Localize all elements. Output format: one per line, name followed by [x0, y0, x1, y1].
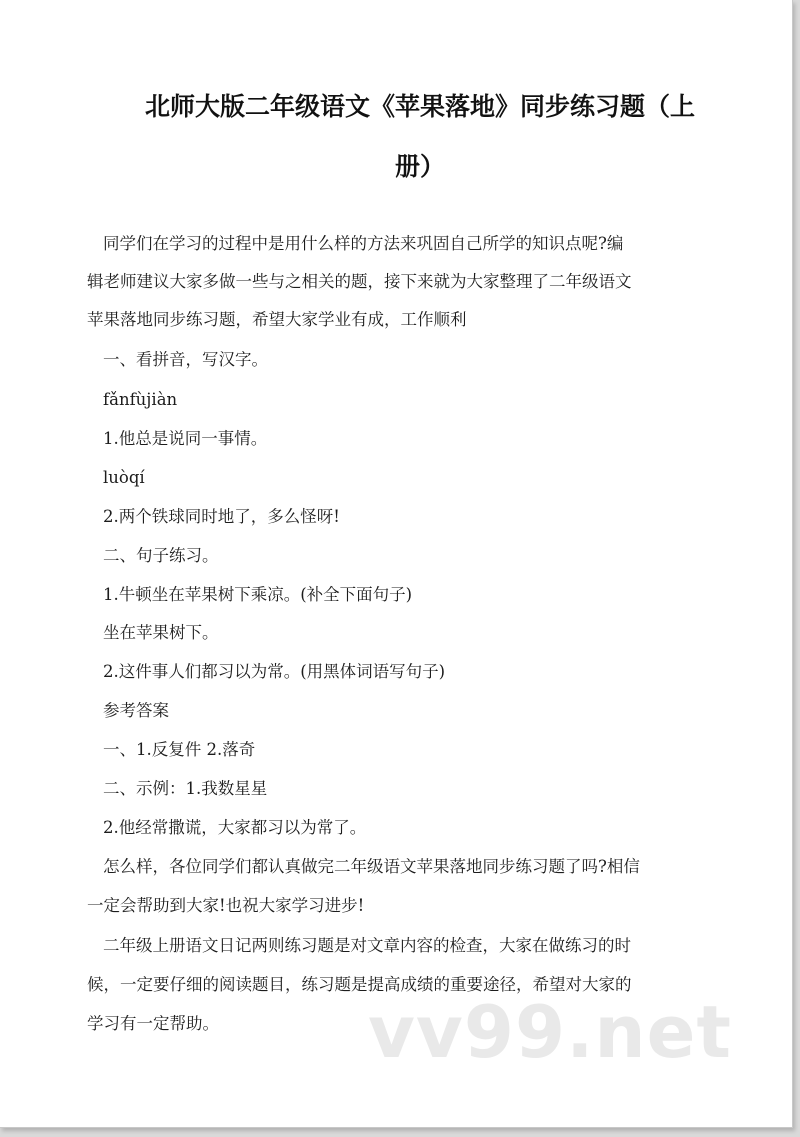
answers-heading: 参考答案	[103, 701, 169, 720]
closing-paragraph-line: 一定会帮助到大家!也祝大家学习进步!	[87, 896, 365, 915]
watermark: vv99.net	[368, 990, 732, 1074]
pinyin-prompt: fǎnfùjiàn	[103, 390, 178, 409]
document-title: 北师大版二年级语文《苹果落地》同步练习题（上	[144, 92, 695, 121]
intro-paragraph-line: 苹果落地同步练习题，希望大家学业有成，工作顺利	[87, 310, 467, 329]
answer-item: 2.他经常撒谎，大家都习以为常了。	[103, 818, 367, 837]
question-item: 2.两个铁球同时地了，多么怪呀!	[103, 507, 340, 526]
intro-paragraph-line: 同学们在学习的过程中是用什么样的方法来巩固自己所学的知识点呢?编	[103, 234, 624, 253]
closing-paragraph-line: 候，一定要仔细的阅读题目，练习题是提高成绩的重要途径，希望对大家的	[87, 975, 632, 994]
intro-paragraph-line: 辑老师建议大家多做一些与之相关的题，接下来就为大家整理了二年级语文	[87, 272, 632, 291]
closing-paragraph-line: 二年级上册语文日记两则练习题是对文章内容的检查，大家在做练习的时	[103, 936, 631, 955]
answer-item: 一、1.反复件 2.落奇	[103, 740, 256, 759]
question-item: 2.这件事人们都习以为常。(用黑体词语写句子)	[103, 662, 446, 681]
document-title-continuation: 册）	[394, 152, 445, 181]
section-heading-pinyin: 一、看拼音，写汉字。	[103, 350, 268, 369]
closing-paragraph-line: 怎么样，各位同学们都认真做完二年级语文苹果落地同步练习题了吗?相信	[103, 857, 640, 876]
question-item: 1.他总是说同一事情。	[103, 429, 268, 448]
pinyin-prompt: luòqí	[103, 468, 145, 487]
closing-paragraph-line: 学习有一定帮助。	[87, 1014, 219, 1033]
section-heading-sentences: 二、句子练习。	[103, 546, 219, 565]
question-blank-line: 坐在苹果树下。	[103, 623, 219, 642]
answer-item: 二、示例：1.我数星星	[103, 779, 268, 798]
question-item: 1.牛顿坐在苹果树下乘凉。(补全下面句子)	[103, 585, 413, 604]
